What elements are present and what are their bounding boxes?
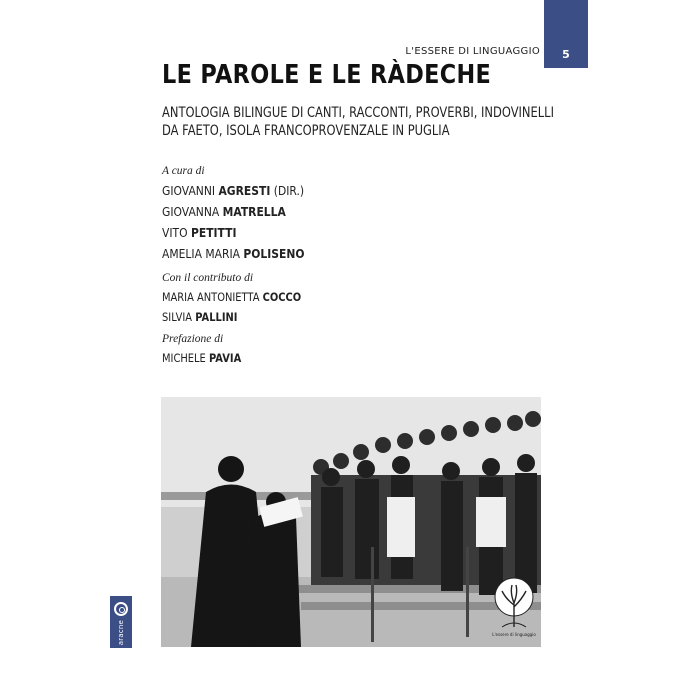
- contributor-name: MARIA ANTONIETTA COCCO: [162, 290, 302, 304]
- editors-role: A cura di: [162, 165, 205, 177]
- editor-name: GIOVANNI AGRESTI (DIR.): [162, 183, 305, 198]
- book-title: LE PAROLE E LE RÀDECHE: [162, 60, 492, 90]
- publisher-logo: [110, 596, 132, 648]
- book-cover: [110, 0, 588, 660]
- publisher-name: aracne: [117, 620, 125, 646]
- preface-author-name: MICHELE PAVIA: [162, 351, 242, 365]
- tree-logo-icon: [490, 575, 538, 637]
- preface-block: [162, 333, 254, 368]
- subtitle-line: DA FAETO, ISOLA FRANCOPROVENZALE IN PUGLIA: [162, 123, 450, 139]
- choir-photograph: [161, 397, 541, 647]
- book-subtitle: [162, 104, 554, 140]
- series-name: L'ESSERE DI LINGUAGGIO: [405, 46, 540, 57]
- aracne-logo-icon: [114, 602, 128, 616]
- subtitle-line: ANTOLOGIA BILINGUE DI CANTI, RACCONTI, PROVERBI, INDOVINELLI: [162, 105, 554, 121]
- preface-role: Prefazione di: [162, 333, 224, 345]
- editor-name: GIOVANNA MATRELLA: [162, 204, 286, 219]
- contributors-role: Con il contributo di: [162, 272, 254, 284]
- tree-logo-caption: L'essere di linguaggio: [492, 632, 536, 637]
- series-number-badge: 5: [544, 0, 588, 68]
- editors-block: [162, 165, 328, 264]
- editor-name: AMELIA MARIA POLISENO: [162, 246, 305, 261]
- contributor-name: SILVIA PALLINI: [162, 310, 238, 324]
- editor-name: VITO PETITTI: [162, 225, 237, 240]
- contributors-block: [162, 272, 324, 327]
